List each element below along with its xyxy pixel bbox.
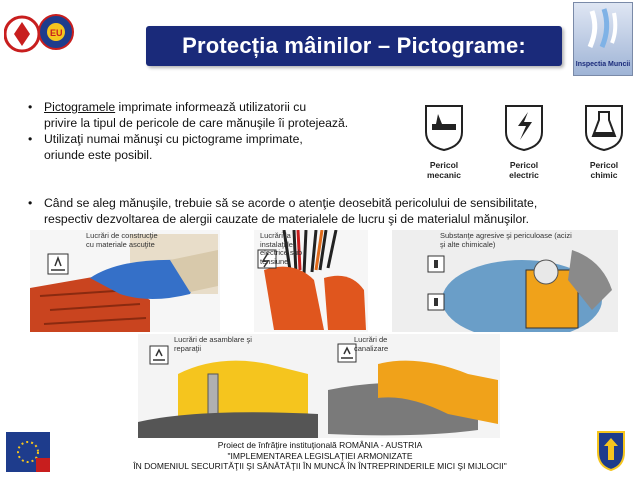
label-line2: instalaţiile: [260, 239, 293, 249]
electric-hazard-icon: [502, 102, 546, 152]
photo-label: [354, 336, 388, 353]
bullet-1-line1: [44, 99, 306, 115]
label-line2: şi alte chimicale): [440, 239, 496, 249]
photo-label: [174, 336, 252, 353]
bullet-3-line2: respectiv dezvoltarea de alergii cauzate de materialele de lucru şi de materialul mănuşilor.: [44, 212, 530, 226]
label-line4: tensiune: [260, 256, 289, 266]
pictograme-link: Pictogramele: [44, 100, 116, 114]
label-line2: canalizare: [354, 343, 389, 353]
logo-caption: Inspectia Muncii: [575, 61, 631, 68]
bullet-dot: •: [28, 100, 33, 114]
label-line2: reparaţii: [174, 343, 202, 353]
label-line1: Substanţe agresive şi periculoase (acizi: [440, 231, 572, 240]
photo-label: [440, 232, 572, 249]
photo-assembly: [138, 334, 318, 438]
bullet-3-line1: Când se aleg mănuşile, trebuie să se acorde o atenţie deosebită pericolului de sensibilitate,: [44, 196, 538, 210]
caption-line1: Pericol: [509, 160, 539, 170]
photo-label: [260, 232, 302, 266]
pictogram-mechanical: [406, 102, 482, 180]
bullet-2-line2: oriunde este posibil.: [44, 148, 153, 162]
page-title: Protecția mâinilor – Pictograme:: [182, 33, 526, 58]
footer-line3: ÎN DOMENIUL SECURITĂŢII ŞI SĂNĂTĂŢII ÎN MUNCĂ ÎN ÎNTREPRINDERILE MICI ŞI MIJLOCII": [133, 461, 507, 471]
photo-label: [86, 232, 158, 249]
bullet-1-rest: imprimate informează utilizatorii cu: [115, 100, 307, 114]
label-line1: Lucrări la: [260, 231, 291, 240]
caption-line2: electric: [509, 170, 539, 180]
caption-line2: mecanic: [426, 170, 462, 180]
caption-line2: chimic: [590, 170, 618, 180]
title-banner: [146, 26, 562, 66]
bullet-dot: •: [28, 196, 33, 210]
pictogram-caption: [406, 160, 482, 180]
romania-coat-of-arms: [594, 428, 628, 472]
footer-project-text: [100, 440, 540, 472]
gloved-hands-pipe-illustration: [318, 334, 500, 438]
inspectia-muncii-logo: [573, 2, 633, 76]
photo-sewage: [318, 334, 500, 438]
footer-line1: Proiect de înfrăţire instituţională ROMÂNIA - AUSTRIA: [217, 440, 423, 450]
mechanical-hazard-icon: [422, 102, 466, 152]
bullet-dot: •: [28, 132, 33, 146]
eu-twinning-logo: [6, 432, 50, 472]
label-line3: electrice sub: [260, 248, 303, 257]
caption-line1: Pericol: [429, 160, 459, 170]
pictogram-caption: [566, 160, 638, 180]
label-line2: cu materiale ascuţite: [86, 239, 155, 249]
pictogram-electric: [486, 102, 562, 180]
pictogram-caption: [486, 160, 562, 180]
bullet-1-line2: privire la tipul de pericole de care mănuşile îi protejează.: [44, 116, 349, 130]
label-line1: Lucrări de construcţie: [86, 231, 158, 240]
partner-logos: [4, 4, 84, 64]
svg-text:EU: EU: [50, 28, 63, 38]
label-line1: Lucrări de asamblare şi: [174, 335, 252, 344]
label-line1: Lucrări de: [354, 335, 388, 344]
caption-line1: Pericol: [589, 160, 619, 170]
photo-electrical: [254, 230, 368, 332]
footer-line2: "IMPLEMENTAREA LEGISLAŢIEI ARMONIZATE: [227, 450, 413, 461]
photo-chemicals: [392, 230, 618, 332]
pictogram-chemical: [566, 102, 638, 180]
chemical-hazard-icon: [582, 102, 626, 152]
photo-construction: [30, 230, 220, 332]
bullet-2-line1: Utilizaţi numai mănuşi cu pictograme imprimate,: [44, 132, 303, 146]
